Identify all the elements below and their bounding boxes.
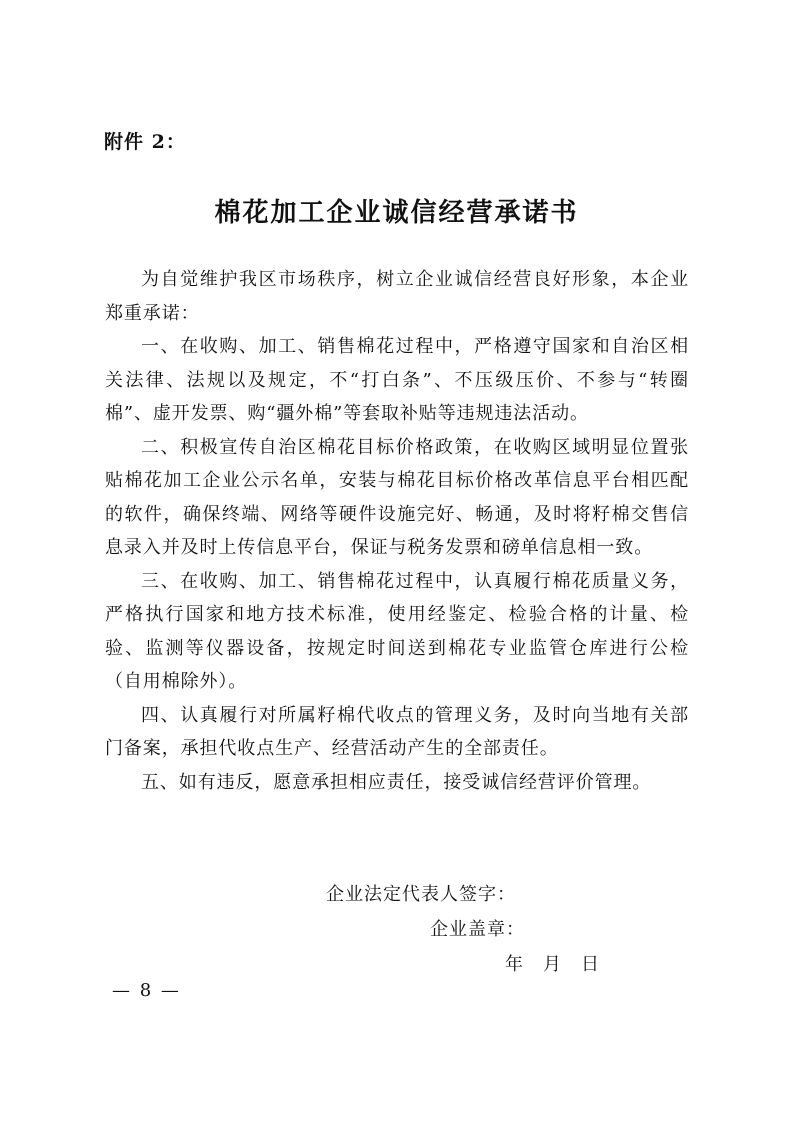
date-label: 年 月 日 [505,954,600,975]
company-seal-label: 企业盖章： [430,919,525,940]
attachment-label: 附件 2： [104,131,186,153]
document-title: 棉花加工企业诚信经营承诺书 [214,198,579,228]
document-body [105,263,689,799]
commitment-paragraph-4: 四、认真履行对所属籽棉代收点的管理义务，及时向当地有关部门备案，承担代收点生产、经营活动产生的全部责任。 [105,704,689,759]
intro-paragraph: 为自觉维护我区市场秩序，树立企业诚信经营良好形象，本企业郑重承诺： [105,269,689,324]
page-number: — 8 — [112,980,181,1001]
commitment-paragraph-1: 一、在收购、加工、销售棉花过程中，严格遵守国家和自治区相关法律、法规以及规定，不“打白条”、不压级压价、不参与“转圈棉”、虚开发票、购“疆外棉”等套取补贴等违规违法活动。 [105,336,689,424]
commitment-paragraph-5: 五、如有违反，愿意承担相应责任，接受诚信经营评价管理。 [141,771,652,793]
commitment-paragraph-2: 二、积极宣传自治区棉花目标价格政策，在收购区域明显位置张贴棉花加工企业公示名单，安装与棉花目标价格改革信息平台相匹配的软件，确保终端、网络等硬件设施完好、畅通，及时将籽棉交售信息录入并及时上传信息平台，保证与税务发票和磅单信息相一致。 [105,436,689,558]
commitment-paragraph-3: 三、在收购、加工、销售棉花过程中，认真履行棉花质量义务，严格执行国家和地方技术标准，使用经鉴定、检验合格的计量、检验、监测等仪器设备，按规定时间送到棉花专业监管仓库进行公检（自用棉除外）。 [105,570,689,692]
legal-representative-signature-label: 企业法定代表人签字： [326,884,516,905]
